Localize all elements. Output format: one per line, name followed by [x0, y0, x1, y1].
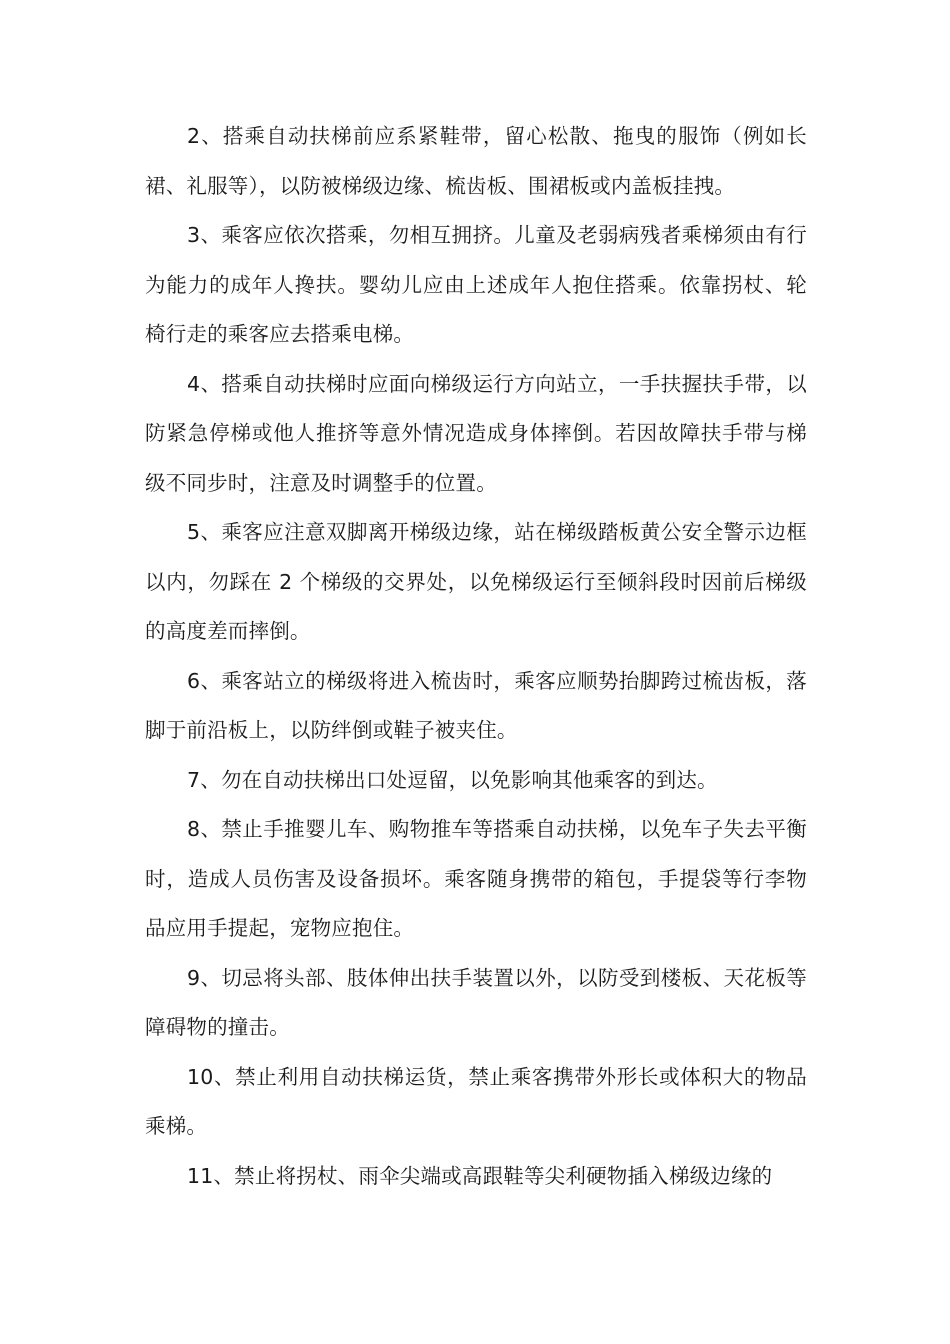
paragraph-item-6: 6、乘客站立的梯级将进入梳齿时，乘客应顺势抬脚跨过梳齿板，落脚于前沿板上，以防绊倒或鞋子被夹住。 — [145, 668, 807, 742]
paragraph-item-7: 7、勿在自动扶梯出口处逗留，以免影响其他乘客的到达。 — [187, 767, 718, 792]
paragraph-item-11: 11、禁止将拐杖、雨伞尖端或高跟鞋等尖利硬物插入梯级边缘的 — [187, 1163, 773, 1188]
paragraph-item-3: 3、乘客应依次搭乘，勿相互拥挤。儿童及老弱病残者乘梯须由有行为能力的成年人搀扶。婴幼儿应由上述成年人抱住搭乘。依靠拐杖、轮椅行走的乘客应去搭乘电梯。 — [145, 223, 807, 346]
paragraph-item-10: 10、禁止利用自动扶梯运货，禁止乘客携带外形长或体积大的物品乘梯。 — [145, 1064, 807, 1138]
paragraph-item-2: 2、搭乘自动扶梯前应系紧鞋带，留心松散、拖曳的服饰（例如长裙、礼服等），以防被梯级边缘、梳齿板、围裙板或内盖板挂拽。 — [145, 124, 807, 198]
document-body — [145, 112, 807, 1201]
paragraph-item-9: 9、切忌将头部、肢体伸出扶手装置以外，以防受到楼板、天花板等障碍物的撞击。 — [145, 965, 807, 1039]
paragraph-item-8: 8、禁止手推婴儿车、购物推车等搭乘自动扶梯，以免车子失去平衡时，造成人员伤害及设备损坏。乘客随身携带的箱包，手提袋等行李物品应用手提起，宠物应抱住。 — [145, 817, 807, 940]
paragraph-item-4: 4、搭乘自动扶梯时应面向梯级运行方向站立，一手扶握扶手带，以防紧急停梯或他人推挤等意外情况造成身体摔倒。若因故障扶手带与梯级不同步时，注意及时调整手的位置。 — [145, 371, 807, 495]
paragraph-item-5: 5、乘客应注意双脚离开梯级边缘，站在梯级踏板黄公安全警示边框以内，勿踩在 2 个梯级的交界处，以免梯级运行至倾斜段时因前后梯级的高度差而摔倒。 — [145, 520, 807, 643]
